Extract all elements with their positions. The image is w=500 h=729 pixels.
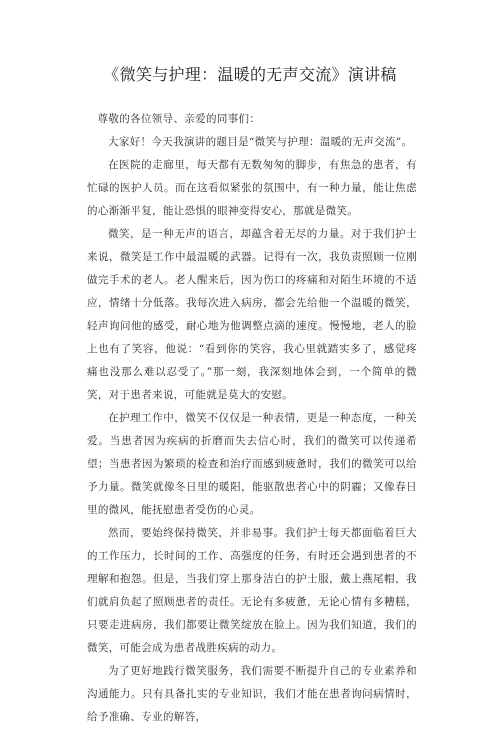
document-body <box>87 108 417 729</box>
paragraph: 微笑，是一种无声的语言，却蕴含着无尽的力量。对于我们护士来说，微笑是工作中最温暖的武器。记得有一次，我负责照顾一位刚做完手术的老人。老人醒来后，因为伤口的疼痛和对陌生环境的不适应，情绪十分低落。我每次进入病房，都会先给他一个温暖的微笑，轻声询问他的感受，耐心地为他调整点滴的速度。慢慢地，老人的脸上也有了笑容，他说：“看到你的笑容，我心里就踏实多了，感觉疼痛也没那么难以忍受了。”那一刻，我深刻地体会到，一个简单的微笑，对于患者来说，可能就是莫大的安慰。 <box>87 228 417 401</box>
paragraph-salutation: 尊敬的各位领导、亲爱的同事们： <box>97 113 261 125</box>
paragraph-greeting: 大家好！今天我演讲的题目是“微笑与护理：温暖的无声交流”。 <box>108 136 413 148</box>
paragraph: 然而，要始终保持微笑，并非易事。我们护士每天都面临着巨大的工作压力，长时间的工作、高强度的任务，有时还会遇到患者的不理解和抱怨。但是，当我们穿上那身洁白的护士服，戴上燕尾帽，我们就肩负起了照顾患者的责任。无论有多疲惫，无论心情有多糟糕，只要走进病房，我们都要让微笑绽放在脸上。因为我们知道，我们的微笑，可能会成为患者战胜疾病的动力。 <box>87 527 417 654</box>
paragraph: 在医院的走廊里，每天都有无数匆匆的脚步，有焦急的患者，有忙碌的医护人员。而在这看似紧张的氛围中，有一种力量，能让焦虑的心渐渐平复，能让恐惧的眼神变得安心，那就是微笑。 <box>87 159 417 217</box>
document-title: 《微笑与护理：温暖的无声交流》演讲稿 <box>103 65 397 84</box>
paragraph: 在护理工作中，微笑不仅仅是一种表情，更是一种态度，一种关爱。当患者因为疾病的折磨而失去信心时，我们的微笑可以传递希望；当患者因为繁琐的检查和治疗而感到疲惫时，我们的微笑可以给予力量。微笑就像冬日里的暖阳，能驱散患者心中的阴霾；又像春日里的微风，能抚慰患者受伤的心灵。 <box>87 412 417 516</box>
paragraph: 为了更好地践行微笑服务，我们需要不断提升自己的专业素养和沟通能力。只有具备扎实的专业知识，我们才能在患者询问病情时，给予准确、专业的解答， <box>87 665 417 723</box>
